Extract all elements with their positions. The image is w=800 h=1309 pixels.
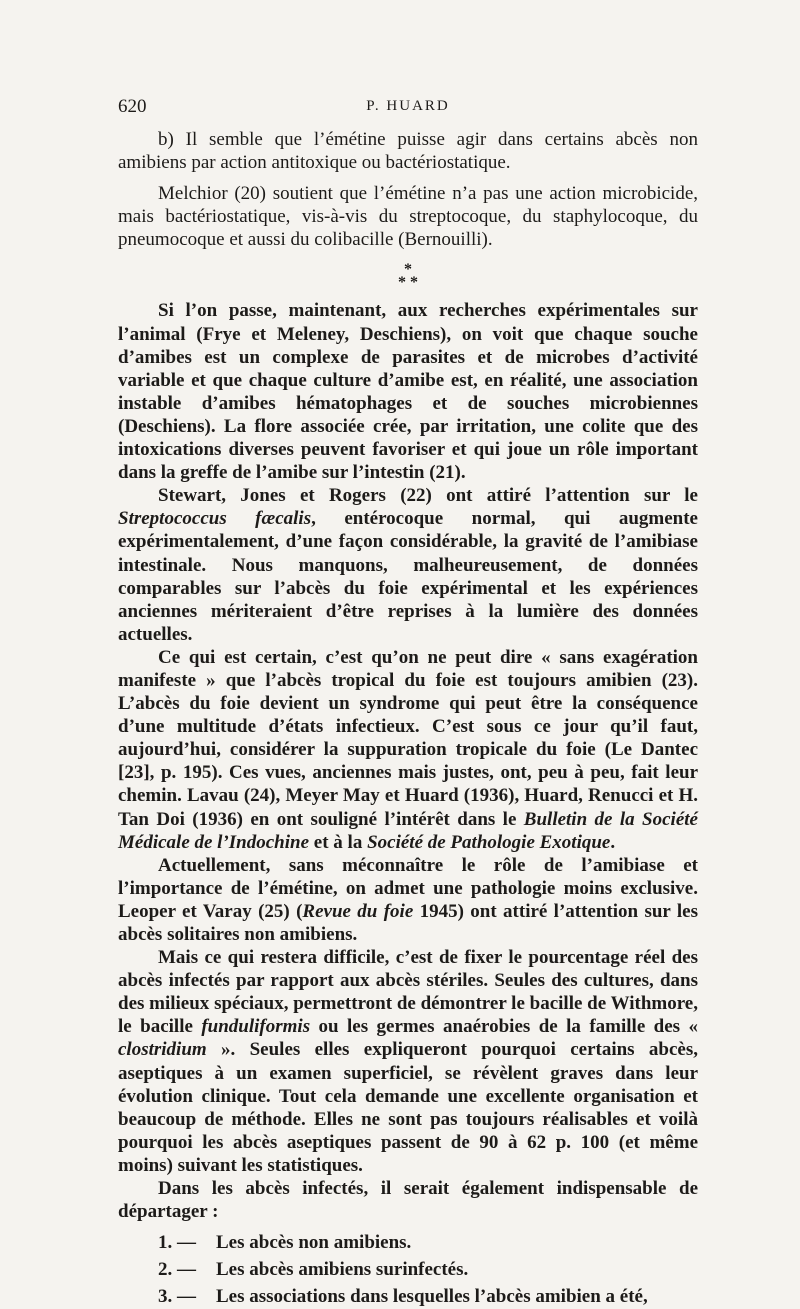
paragraph-8: Dans les abcès infectés, il serait également indispensable de départager : xyxy=(118,1178,698,1223)
list-item-text: Les abcès amibiens surinfectés. xyxy=(216,1259,469,1281)
list-item xyxy=(118,1285,698,1308)
separator-asterisk-top: * xyxy=(404,261,412,279)
paragraph-1 xyxy=(118,128,698,174)
bold-text-block xyxy=(118,299,698,1308)
paragraph-4-part-b: , entérocoque normal, qui augmente expérimentalement, d’une façon considérable, la gravité de l’amibiase intestinale. Nous manquons, malheureusement, de données comparables sur l’abcès du foie expérimental et les expériences anciennes mériteraient d’être reprises à la lumière des données actuelles. xyxy=(118,508,698,645)
paragraph-2: Melchior (20) soutient que l’émétine n’a pas une action microbicide, mais bactériostatique, vis-à-vis du streptocoque, du staphylocoque, du pneumocoque et aussi du colibacille (Bernouilli). xyxy=(118,183,698,251)
paragraph-4-italic: Streptococcus fæcalis xyxy=(118,508,312,530)
list-item xyxy=(118,1231,698,1254)
paragraph-7-part-b: ou les germes anaérobies de la famille des « xyxy=(310,1016,698,1038)
paragraph-1-text: b) Il semble que l’émétine puisse agir dans certains abcès non amibiens par action antitoxique ou bactériostatique. xyxy=(118,129,698,174)
paragraph-7-italic-1: funduliformis xyxy=(201,1016,311,1038)
paragraph-4 xyxy=(118,484,698,646)
paragraph-7-part-a: Mais ce qui restera difficile, c’est de fixer le pourcentage réel des abcès infectés par rapport aux abcès stériles. Seules des cultures, dans des milieux spéciaux, permettront de démontrer le bacille de Withmore, le bacille xyxy=(118,947,698,1038)
list-item-number: 3. — xyxy=(158,1286,196,1308)
paragraph-7-part-c: ». Seules elles expliqueront pourquoi certains abcès, aseptiques à un examen superficiel, se révèlent graves dans leur évolution clinique. Tout cela demande une excellente organisation et beaucoup de méthode. Elles ne sont pas toujours réalisables et voilà pourquoi les abcès aseptiques passent de 90 à 62 p. 100 (et même moins) suivant les statistiques. xyxy=(118,1039,698,1176)
paragraph-7-italic-2: clostridium xyxy=(118,1039,207,1061)
paragraph-6-part-b: 1945) ont attiré l’attention sur les abcès solitaires non amibiens. xyxy=(118,900,698,945)
list-item-number: 2. — xyxy=(158,1259,196,1281)
list-item-text: Les associations dans lesquelles l’abcès amibien a été, xyxy=(216,1286,648,1308)
paragraph-6 xyxy=(118,854,698,946)
paragraph-5-part-b: et à la xyxy=(309,831,368,853)
paragraph-6-italic: Revue du foie xyxy=(302,900,414,922)
enumerated-list xyxy=(118,1231,698,1308)
list-item-text: Les abcès non amibiens. xyxy=(216,1232,412,1254)
paragraph-5-part-a: Ce qui est certain, c’est qu’on ne peut dire « sans exagération manifeste » que l’abcès tropical du foie est toujours amibien (23). L’abcès du foie devient un syndrome qui peut être la conséquence d’une multitude d’états infectieux. C’est sous ce jour qu’il faut, aujourd’hui, considérer la suppuration tropicale du foie (Le Dantec [23], p. 195). Ces vues, anciennes mais justes, ont, peu à peu, fait leur chemin. Lavau (24), Meyer May et Huard (1936), Huard, Renucci et H. Tan Doi (1936) en ont souligné l’intérêt dans le xyxy=(118,646,698,830)
page-header xyxy=(118,96,698,122)
separator-asterisk-bottom: * * xyxy=(398,274,418,292)
paragraph-5 xyxy=(118,646,698,854)
paragraph-7 xyxy=(118,946,698,1177)
paragraph-5-italic-1: Bulletin de la Société Médicale de l’Indochine xyxy=(118,808,698,853)
paragraph-5-italic-2: Société de Pathologie Exotique xyxy=(367,831,611,853)
list-item xyxy=(118,1258,698,1281)
page-number: 620 xyxy=(118,96,147,117)
body-text xyxy=(118,128,698,1309)
paragraph-4-part-a: Stewart, Jones et Rogers (22) ont attiré l’attention sur le xyxy=(158,485,698,507)
section-separator xyxy=(118,261,698,292)
list-item-number: 1. — xyxy=(158,1232,196,1254)
paragraph-3: Si l’on passe, maintenant, aux recherches expérimentales sur l’animal (Frye et Meleney, Deschiens), on voit que chaque souche d’amibes est un complexe de parasites et de microbes d’activité variable et que chaque culture d’amibe est, en réalité, une association instable d’amibes hématophages et de souches microbiennes (Deschiens). La flore associée crée, par irritation, une colite que des intoxications diverses peuvent favoriser et qui joue un rôle important dans la greffe de l’amibe sur l’intestin (21). xyxy=(118,300,698,484)
paragraph-5-part-c: . xyxy=(610,831,616,853)
paragraph-6-part-a: Actuellement, sans méconnaître le rôle de l’amibiase et l’importance de l’émétine, on admet une pathologie moins exclusive. Leoper et Varay (25) ( xyxy=(118,854,698,922)
running-head: P. HUARD xyxy=(366,98,450,114)
